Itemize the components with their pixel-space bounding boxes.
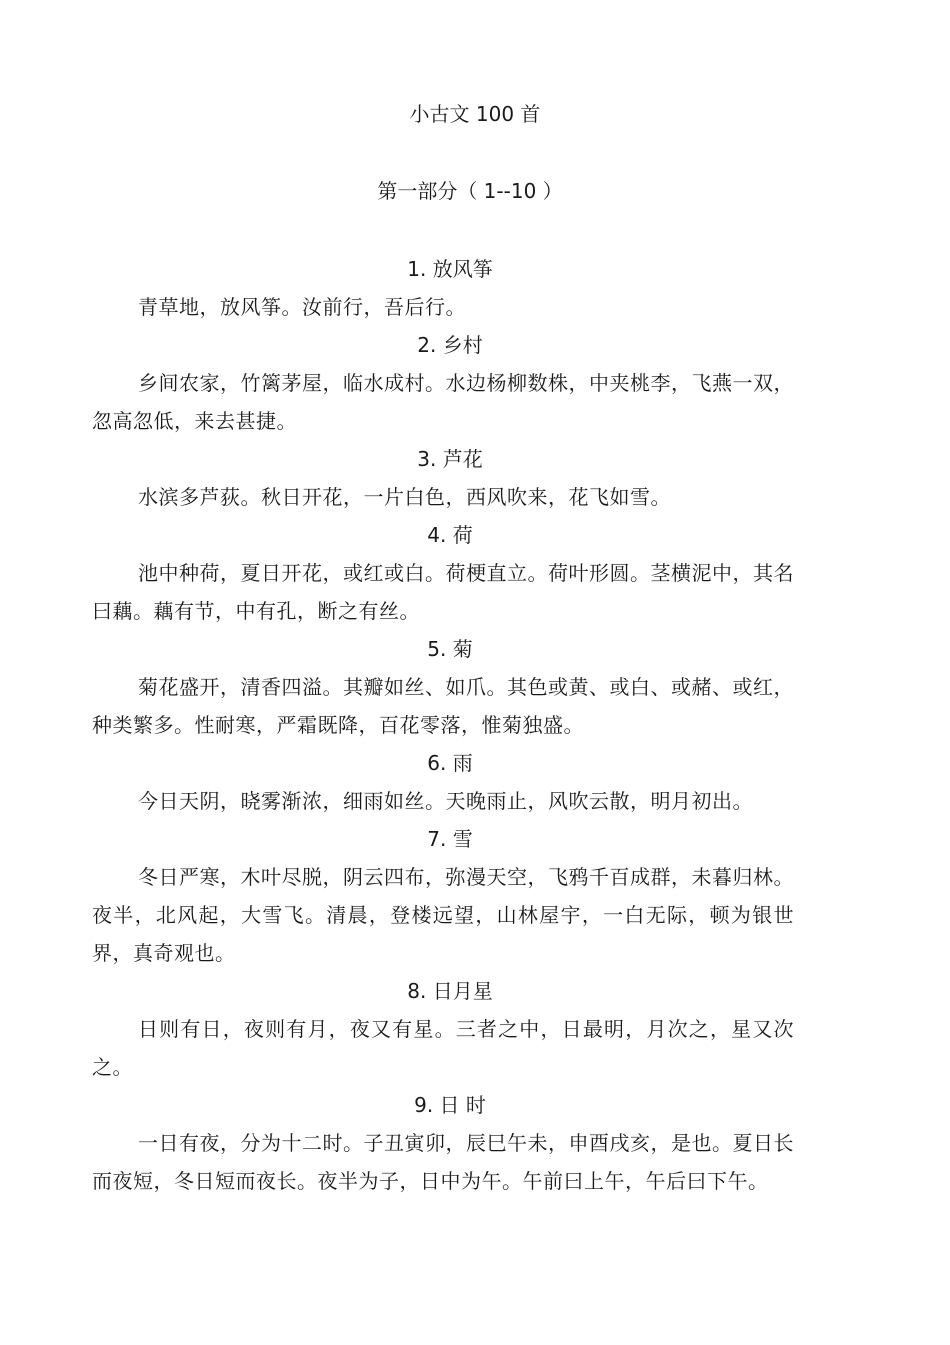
entry-heading: 7. 雪 [427,827,473,851]
document-title: 小古文 100 首 [409,102,541,126]
entry [92,440,794,516]
entry-text: 菊花盛开，清香四溢。其瓣如丝、如爪。其色或黄、或白、或赭、或红，种类繁多。性耐寒，严霜既降，百花零落，惟菊独盛。 [92,675,794,737]
entries-list [92,250,794,1200]
entry-text: 池中种荷，夏日开花，或红或白。荷梗直立。荷叶形圆。茎横泥中，其名曰藕。藕有节，中有孔，断之有丝。 [92,561,794,623]
entry-text: 日则有日，夜则有月，夜又有星。三者之中，日最明，月次之，星又次之。 [92,1017,794,1079]
entry [92,326,794,440]
entry-heading: 8. 日月星 [407,979,493,1003]
entry-heading: 6. 雨 [427,751,473,775]
entry-text: 今日天阴，晓雾渐浓，细雨如丝。天晚雨止，风吹云散，明月初出。 [138,789,753,813]
entry [92,630,794,744]
entry-heading: 3. 芦花 [417,447,483,471]
entry [92,516,794,630]
entry [92,972,794,1086]
entry [92,744,794,820]
entry-heading: 1. 放风筝 [407,257,493,281]
entry [92,250,794,326]
entry-heading: 4. 荷 [427,523,473,547]
entry-heading: 2. 乡村 [417,333,483,357]
entry-text: 冬日严寒，木叶尽脱，阴云四布，弥漫天空，飞鸦千百成群，未暮归林。夜半，北风起，大雪飞。清晨，登楼远望，山林屋宇，一白无际，顿为银世界，真奇观也。 [92,865,794,965]
entry-text: 青草地，放风筝。汝前行，吾后行。 [138,295,466,319]
entry-text: 乡间农家，竹篱茅屋，临水成村。水边杨柳数株，中夹桃李，飞燕一双，忽高忽低，来去甚捷。 [92,371,794,433]
entry-text: 一日有夜，分为十二时。子丑寅卯，辰巳午未，申酉戌亥，是也。夏日长而夜短，冬日短而夜长。夜半为子，日中为午。午前曰上午，午后曰下午。 [92,1131,794,1193]
entry-text: 水滨多芦荻。秋日开花，一片白色，西风吹来，花飞如雪。 [138,485,671,509]
entry [92,1086,794,1200]
section-title: 第一部分（ 1--10 ） [377,179,563,203]
entry [92,820,794,972]
entry-heading: 9. 日 时 [414,1093,486,1117]
entry-heading: 5. 菊 [427,637,473,661]
